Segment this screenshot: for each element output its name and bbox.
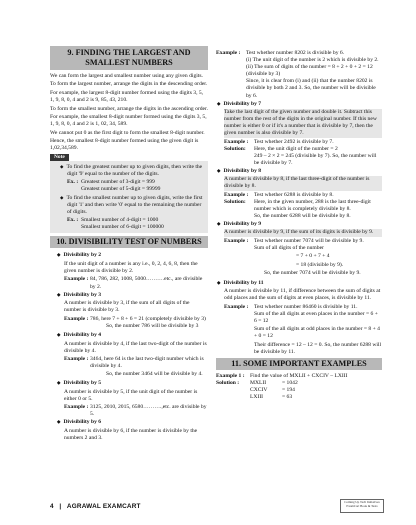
section-heading-11: 11. SOME IMPORTANT EXAMPLES — [216, 358, 382, 370]
divisibility-8: Divisibility by 8 A number is divisible by 8, if the last three-digit of the number is divisible by 8. Example : Test whether 6288 is divisible by 8. Solution: Here, in the given number, 288 is the last three-digit number which is completely divisible by 8. So, the number 6288 will be divisible by 8. — [216, 167, 382, 220]
paragraph: Hence, the smallest 8-digit number formed using the given digit is 1,02,34,589. — [50, 138, 199, 152]
note-example: Ex. : Smallest number of 4-digit = 1000 Smallest number of 6-digit = 100000 — [67, 217, 164, 231]
example-8202: Example : Test whether number 8202 is divisible by 6. (i) The unit digit of the number is 2 which is divisible by 2. (ii) The sum of digits of the number = 8 + 2 + 0 + 2 = 12 (divisible by 3) Since, it is clear from (i) and (ii) that the number 8202 is divisible by both 2 and 3. So, the number will be divisible by 6. — [216, 50, 379, 99]
paragraph: For example, the smallest 8-digit number formed using the digits 3, 5, 1, 9, 8, 0, 4 and 2 is 1, 02, 34, 589. — [50, 114, 207, 128]
section-heading-9: 9. FINDING THE LARGEST AND SMALLEST NUMBERS — [50, 46, 208, 70]
note-box — [50, 161, 208, 234]
note-example: Ex. : Greatest number of 3-digit = 999 Greatest number of 5-digit = 99999 — [67, 179, 161, 193]
divisibility-3: Divisibility by 3 A number is divisible by 3, if the sum of all digits of the number is divisible by 3. Example : 786, here 7 + 8 + 6 = 21 (completely divisible by 3) So, the number 786 will be divisible by 3 — [63, 291, 206, 329]
right-column — [216, 50, 382, 401]
footer-brand: AGRAWAL EXAMCART — [66, 503, 141, 510]
divisibility-5: Divisibility by 5 A number is divisible by 5, if the unit digit of the number is either 0 or 5. Example : 3125, 2010, 2015, 6580……….,etc. are divisible by 5. — [63, 380, 207, 418]
left-column — [50, 46, 208, 443]
note-item: To find the greatest number up to given digits, then write the digit '9' equal to the number of the digits. — [66, 163, 203, 177]
note-item: To find the smallest number up to given digits, write the first digit '1' and then write '0' equal to the remaining the number of digits. — [66, 194, 203, 215]
divisibility-11: Divisibility by 11 A number is divisible by 11, if difference between the sum of digits at odd places and the sum of digits at even places, is divisible by 11. Example : Test whether number 86460 is divisible by 11. Sum of the all digits at even places in the number = 6 + 6 = 12 Sum of the all digits at odd places in the number = 8 + 4 + 0 = 12 Their difference = 12 – 12 = 0. So, the number 6288 will be divisible by 11. — [223, 279, 382, 355]
paragraph: To form the smallest number, arrange the digits in the ascending order. — [50, 105, 208, 112]
divisibility-2: Divisibility by 2 If the unit digit of a number is any i.e., 0, 2, 4, 6, 8, then the given number is divisible by 2. Example : 84, 786, 282, 1008, 5000……….etc., are divisible by 2. — [63, 252, 203, 290]
page-footer — [50, 503, 141, 510]
paragraph: We can form the largest and smallest number using any given digits. — [50, 73, 203, 79]
divisibility-4: Divisibility by 4 A number is divisible by 4, if the last two-digit of the number is divisible by 4. Example : 3464, here 64 is the last two-digit number which is divisible by 4. So, the number 3464 will be divisible by 4. — [63, 332, 207, 377]
example-1: Example 1 : Find the value of MXLII + CXCIV – LXIII — [216, 373, 348, 380]
footer-separator: | — [59, 503, 62, 510]
solution-1: Solution : MXLII = 1042 CXCIV = 194 LXIII = 63 — [216, 380, 298, 401]
page-number: 4 — [50, 503, 54, 510]
paragraph: We cannot put 0 as the first digit to form the smallest 8-digit number. — [50, 129, 205, 136]
divisibility-7: Divisibility by 7 Take the last digit of the given number and double it. Subtract this number from the rest of the digits in the original number. If this new number is either 0 or if it's a number that is divisible by 7, then the given number is also divisible by 7. Example : Test whether 2492 is divisible by 7. Solution: Here, the unit digit of the number = 2 249 – 2 × 2 = 245 (divisible by 7). So, the number will be divisible by 7. — [216, 100, 382, 167]
paragraph: For example, the largest 8-digit number formed using the digits 3, 5, 1, 9, 8, 0, 4 and 2 is 9, 85, 43, 210. — [50, 89, 204, 104]
note-tag: Note — [50, 154, 69, 161]
corner-logo: Coming Up Tech Initiatives ExamCart Book & Tests — [340, 499, 384, 513]
paragraph: To form the largest number, arrange the digits in the descending order. — [50, 81, 208, 88]
divisibility-6: Divisibility by 6 A number is divisible by 6, if the number is divisible by the numbers 2 and 3. — [63, 419, 198, 441]
section-heading-10: 10. DIVISIBILITY TEST OF NUMBERS — [50, 236, 208, 248]
divisibility-9: Divisibility by 9 A number is divisible by 9, if the sum of its digits is divisible by 9. Example : Test whether number 7074 will be divisible by 9. Sum of all digits of the number = 7 + 0 + 7 + 4 = 18 (divisible by 9). So, the number 7074 will be divisible by 9. — [216, 220, 382, 277]
